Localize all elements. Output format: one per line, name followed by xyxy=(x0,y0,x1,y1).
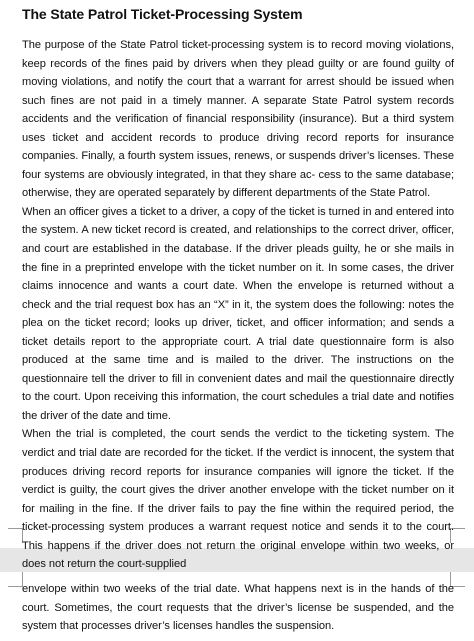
page-1-body xyxy=(22,36,454,574)
body-paragraph: envelope within two weeks of the trial date. What happens next is in the hands of the court. Sometimes, the court requests that the driver’s license be suspended, and the system that processes driver’s licenses handles the suspension. xyxy=(22,583,454,633)
page-2-body xyxy=(22,580,454,636)
body-paragraph: The purpose of the State Patrol ticket-processing system is to record moving violations, keep records of the fines paid by drivers when they plead guilty or are found guilty of moving violations, and notify the court that a warrant for arrest should be issued when such fines are not paid in a timely manner. A separate State Patrol system records accidents and the verification of financial responsibility (insurance). But a third system uses ticket and accident records to produce driving record reports for insurance companies. Finally, a fourth system issues, renews, or suspends driver’s licenses. These four systems are obviously integrated, in that they share ac- cess to the same database; otherwise, they are operated separately by different departments of the State Patrol. xyxy=(22,39,454,200)
page-corner-mark xyxy=(8,572,23,587)
body-paragraph: When the trial is completed, the court sends the verdict to the ticketing system. The verdict and trial date are recorded for the ticket. If the verdict is innocent, the system that produces driving record reports for insurance companies will ignore the ticket. If the verdict is guilty, the court gives the driver another envelope with the ticket number on it for mailing in the fine. If the driver fails to pay the fine within the required period, the ticket-processing system produces a warrant request notice and sends it to the court. This happens if the driver does not return the original envelope within two weeks, or does not return the court-supplied xyxy=(22,428,454,571)
document-title: The State Patrol Ticket-Processing System xyxy=(22,6,303,22)
body-paragraph: When an officer gives a ticket to a driver, a copy of the ticket is turned in and entered into the system. A new ticket record is created, and relationships to the correct driver, officer, and court are established in the database. If the driver pleads guilty, he or she mails in the fine in a preprinted envelope with the ticket number on it. In some cases, the driver claims innocence and wants a court date. When the envelope is returned without a check and the trial request box has an “X” in it, the system does the following: notes the plea on the ticket record; looks up driver, ticket, and officer information; and sends a ticket details report to the appropriate court. A trial date questionnaire form is also produced at the same time and is mailed to the driver. The instructions on the questionnaire tell the driver to fill in convenient dates and mail the questionnaire directly to the court. Upon receiving this information, the court schedules a trial date and notifies the driver of the date and time. xyxy=(22,205,454,422)
page-corner-mark xyxy=(8,528,23,543)
